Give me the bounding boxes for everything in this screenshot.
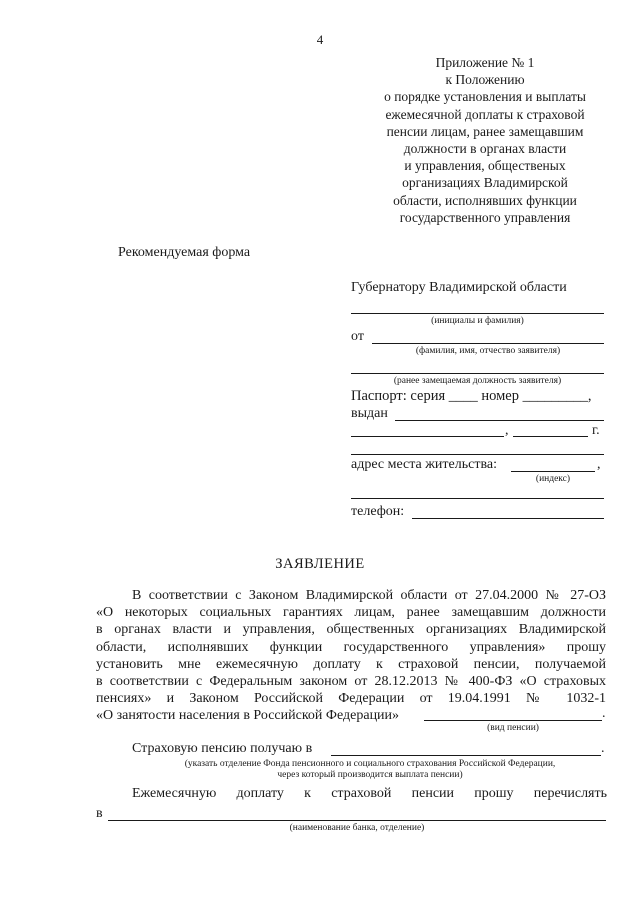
year-suffix: г. <box>592 423 600 438</box>
phone-label: телефон: <box>351 504 405 519</box>
appendix-line: ежемесячной доплаты к страховой <box>385 106 585 122</box>
appendix-header <box>360 54 610 226</box>
issued-by-field-2[interactable] <box>351 436 504 437</box>
appendix-line: и управления, общественых <box>404 158 566 174</box>
passport-line: Паспорт: серия ____ номер _________, <box>351 388 592 404</box>
fund-caption-2: через который производится выплата пенсии) <box>277 770 463 780</box>
pension-type-field[interactable] <box>424 720 602 721</box>
pension-fund-field[interactable] <box>331 755 601 756</box>
pension-fund-period: . <box>601 741 605 756</box>
initials-caption: (инициалы и фамилия) <box>431 316 524 326</box>
appendix-line: о порядке установления и выплаты <box>384 89 586 105</box>
statement-line: области, исполнявших функции государственного управления» прошу <box>96 639 606 655</box>
issue-date-field[interactable] <box>513 436 588 437</box>
statement-paragraph <box>96 587 606 725</box>
address-field[interactable] <box>351 498 604 499</box>
statement-line: пенсиях» и Законом Российской Федерации от 19.04.1991 № 1032-1 <box>96 691 606 707</box>
appendix-line: государственного управления <box>399 209 571 225</box>
pension-type-period: . <box>602 706 606 721</box>
address-comma: , <box>597 457 601 472</box>
in-label: в <box>96 806 103 821</box>
issued-comma: , <box>505 423 509 438</box>
passport-extra-field[interactable] <box>351 454 604 455</box>
issued-by-field[interactable] <box>395 420 604 421</box>
initials-field[interactable] <box>351 313 604 314</box>
appendix-line: к Положению <box>445 72 525 88</box>
previous-position-field[interactable] <box>351 373 604 374</box>
index-caption: (индекс) <box>535 474 571 484</box>
appendix-line: организациях Владимирской <box>402 175 568 191</box>
statement-title: ЗАЯВЛЕНИЕ <box>275 556 365 572</box>
statement-line: в органах власти и управления, общественных организациях Владимирской <box>96 622 606 638</box>
issued-label: выдан <box>351 406 388 421</box>
appendix-line: пенсии лицам, ранее замещавшим <box>386 123 584 139</box>
fund-caption-1: (указать отделение Фонда пенсионного и социального страхования Российской Федерации, <box>184 759 556 769</box>
bank-field[interactable] <box>108 820 606 821</box>
pension-type-caption: (вид пенсии) <box>487 723 539 733</box>
page-number: 4 <box>316 32 324 47</box>
appendix-line: Приложение № 1 <box>435 55 535 70</box>
statement-line: установить мне ежемесячную доплату к страховой пенсии, получаемой <box>96 656 606 672</box>
appendix-line: должности в органах власти <box>403 141 567 157</box>
statement-line: «О некоторых социальных гарантиях лицам, ранее замещавшим должности <box>96 605 606 621</box>
from-label: от <box>351 329 364 344</box>
fio-caption: (фамилия, имя, отчество заявителя) <box>415 346 561 356</box>
applicant-name-field[interactable] <box>372 343 604 344</box>
address-label: адрес места жительства: <box>351 457 497 472</box>
position-caption: (ранее замещаемая должность заявителя) <box>393 376 562 386</box>
transfer-line: Ежемесячную доплату к страховой пенсии прошу перечислять <box>132 786 607 801</box>
statement-line: в соответствии с Федеральным законом от 28.12.2013 № 400-ФЗ «О страховых <box>96 674 606 690</box>
bank-caption: (наименование банка, отделение) <box>289 823 425 833</box>
phone-field[interactable] <box>412 518 604 519</box>
statement-line: В соответствии с Законом Владимирской области от 27.04.2000 № 27-ОЗ <box>132 588 606 603</box>
governor-label: Губернатору Владимирской области <box>351 280 567 295</box>
postal-index-field[interactable] <box>511 471 595 472</box>
appendix-line: области, исполнявших функции <box>393 192 577 208</box>
statement-line: «О занятости населения в Российской Федерации» <box>96 708 400 724</box>
pension-receive-label: Страховую пенсию получаю в <box>132 741 313 756</box>
recommended-form-label: Рекомендуемая форма <box>118 245 251 260</box>
